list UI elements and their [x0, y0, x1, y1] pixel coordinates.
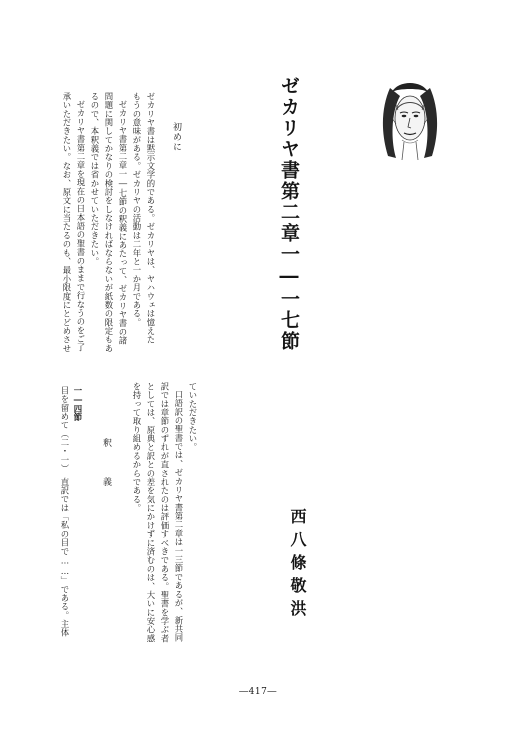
verse-line: 目を留めて（二・一） 直訳では「私の目で……」である。主体 [60, 386, 70, 638]
intro-line: るので、本釈義では省かせていただきたい。 [90, 92, 100, 266]
author-name: 西八條敬洪 [288, 508, 307, 623]
body-line: 訳では章節のずれが直されたのは評価すべきである。聖書を学ぶ者 [160, 382, 170, 643]
intro-line: ゼカリヤ書第二章一―七節の釈義にあたって、ゼカリヤ書の諸 [118, 100, 128, 345]
body-line: ていただきたい。 [188, 382, 198, 452]
author-portrait-image [378, 78, 442, 164]
body-line: を持って取り組めるからである。 [132, 382, 142, 513]
article-title: ゼカリヤ書第二章一―一七節 [278, 76, 300, 352]
verse-label: 一―四節 [73, 386, 83, 422]
intro-line: ゼカリヤ書第二章を現在の日本語の聖書のままで行なうのをご了 [76, 100, 86, 353]
intro-line: 承いただきたい。なお、原文に当たるのも、最小限度にとどめさせ [62, 92, 72, 353]
body-line: としては、原典と訳との差を気にかけずに済むのは、大いに安心感 [146, 382, 156, 643]
body-line: 口語訳の聖書では、ゼカリヤ書第二章は一三節であるが、新共同 [174, 390, 184, 643]
page-number: ―417― [239, 687, 277, 697]
section-heading: 釈 義 [101, 438, 111, 496]
intro-line: ゼカリヤ書は黙示文学的である。ゼカリヤは、ヤハウェは憶えた [146, 92, 156, 345]
intro-heading: 初めに [171, 122, 181, 152]
intro-line: 問題に関してかなりの検討をしなければならないが紙数の限定もあ [104, 92, 114, 353]
intro-line: もうの意味がある。ゼカリヤの活動は二年と一か月である。 [132, 92, 142, 327]
